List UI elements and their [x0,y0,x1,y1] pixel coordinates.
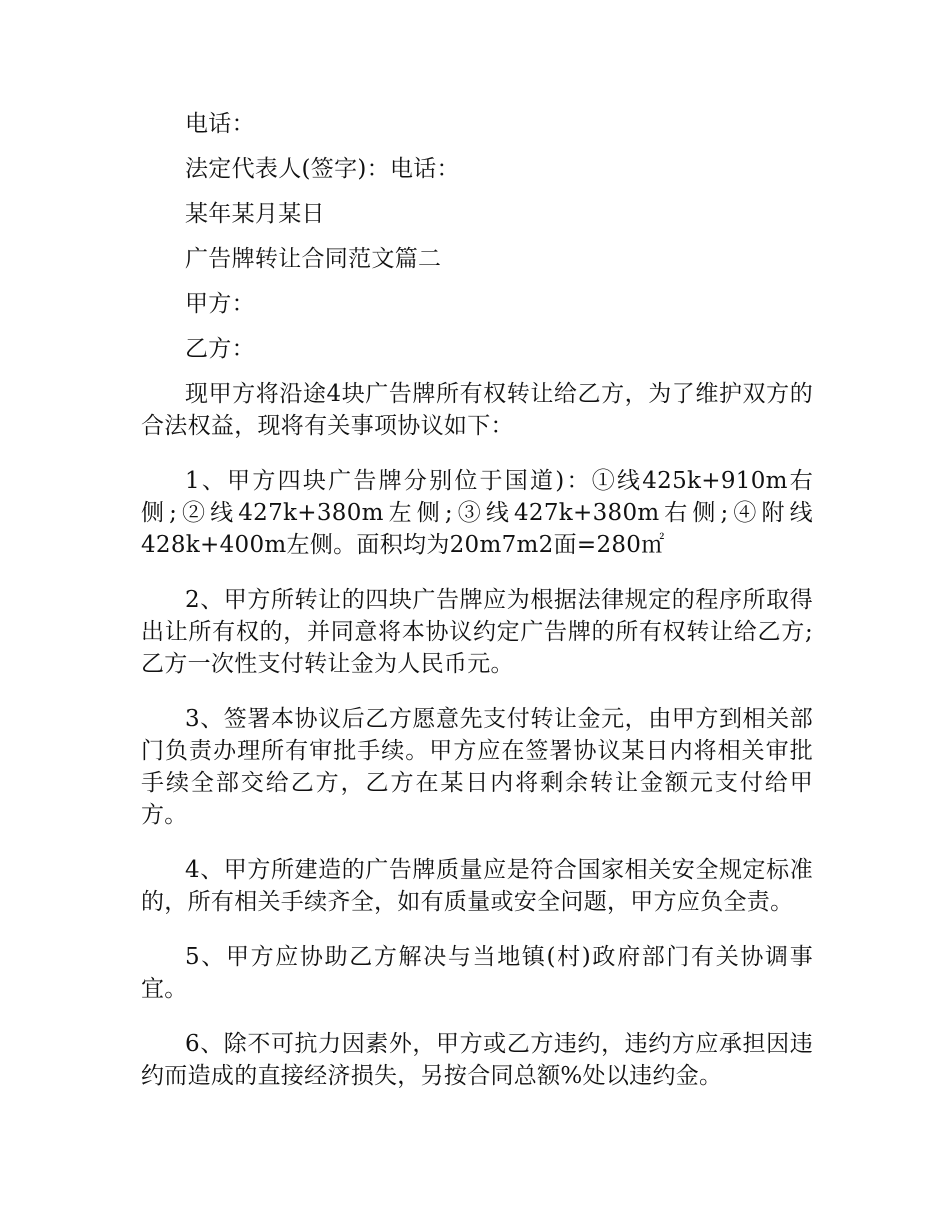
legal-representative-line: 法定代表人(签字)：电话： [185,156,460,182]
intro-paragraph: 现甲方将沿途4块广告牌所有权转让给乙方，为了维护双方的合法权益，现将有关事项协议如下： [141,381,813,439]
clause-5: 5、甲方应协助乙方解决与当地镇(村)政府部门有关协调事宜。 [141,944,813,1002]
clause-1: 1、甲方四块广告牌分别位于国道)：①线425k+910m右侧;②线427k+380m左侧;③线427k+380m右侧;④附线428k+400m左侧。面积均为20m7m2面=280㎡ [141,468,813,558]
clause-6: 6、除不可抗力因素外，甲方或乙方违约，违约方应承担因违约而造成的直接经济损失，另按合同总额%处以违约金。 [141,1031,813,1089]
document-body [141,108,813,1115]
phone-line: 电话： [185,111,255,137]
clause-3: 3、签署本协议后乙方愿意先支付转让金元，由甲方到相关部门负责办理所有审批手续。甲方应在签署协议某日内将相关审批手续全部交给乙方，乙方在某日内将剩余转让金额元支付给甲方。 [141,706,813,828]
date-line: 某年某月某日 [185,201,325,227]
party-b-line: 乙方： [185,336,255,362]
section-title: 广告牌转让合同范文篇二 [185,246,442,272]
clause-2: 2、甲方所转让的四块广告牌应为根据法律规定的程序所取得出让所有权的，并同意将本协议约定广告牌的所有权转让给乙方;乙方一次性支付转让金为人民币元。 [141,587,813,677]
clause-4: 4、甲方所建造的广告牌质量应是符合国家相关安全规定标准的，所有相关手续齐全，如有质量或安全问题，甲方应负全责。 [141,857,813,915]
party-a-line: 甲方： [185,291,255,317]
